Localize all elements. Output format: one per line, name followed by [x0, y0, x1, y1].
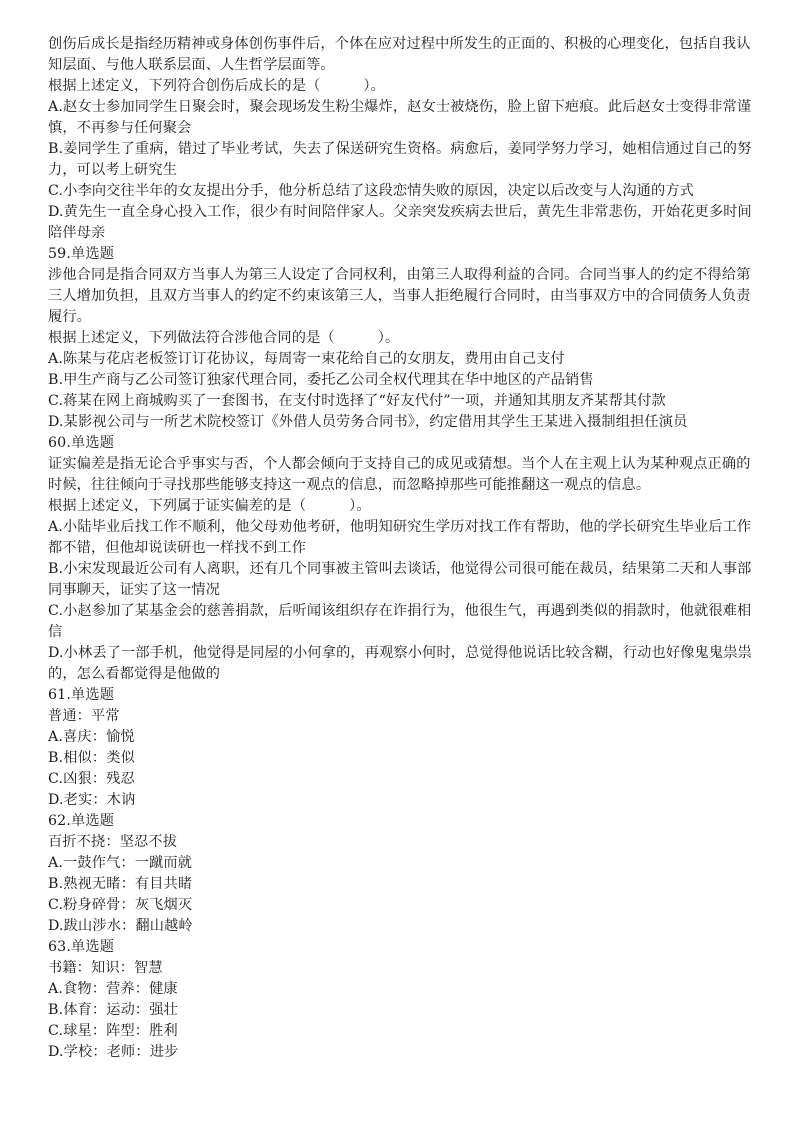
- option-a: A.陈某与花店老板签订订花协议，每周寄一束花给自己的女朋友，费用由自己支付: [48, 351, 565, 367]
- option-b: B.体育：运动：强壮: [48, 1002, 178, 1018]
- option-d: D.老实：木讷: [48, 792, 136, 808]
- question-61: [48, 685, 764, 811]
- option-b: B.相似：类似: [48, 750, 135, 766]
- question-definition: 创伤后成长是指经历精神或身体创伤事件后，个体在应对过程中所发生的正面的、积极的心理变化，包括自我认知层面、与他人联系层面、人生哲学层面等。: [48, 36, 751, 73]
- option-c: C.球星：阵型：胜利: [48, 1023, 178, 1039]
- option-a: A.食物：营养：健康: [48, 981, 178, 997]
- option-d: D.某影视公司与一所艺术院校签订《外借人员劳务合同书》，约定借用其学生王某进入摄制组担任演员: [48, 414, 688, 430]
- option-b: B.熟视无睹：有目共睹: [48, 876, 193, 892]
- question-number: 59.单选题: [48, 246, 115, 262]
- question-stem: 百折不挠：坚忍不拔: [48, 834, 178, 850]
- option-c: C.凶狠：残忍: [48, 771, 135, 787]
- question-62: [48, 811, 764, 937]
- option-d: D.小林丢了一部手机，他觉得是同屋的小何拿的，再观察小何时，总觉得他说话比较含糊，行动也好像鬼鬼祟祟的，怎么看都觉得是他做的: [48, 645, 752, 682]
- option-c: C.粉身碎骨：灰飞烟灭: [48, 897, 193, 913]
- option-b: B.甲生产商与乙公司签订独家代理合同，委托乙公司全权代理其在华中地区的产品销售: [48, 372, 594, 388]
- question-stem: 根据上述定义，下列属于证实偏差的是（ ）。: [48, 498, 371, 514]
- option-a: A.小陆毕业后找工作不顺利，他父母劝他考研，他明知研究生学历对找工作有帮助，他的学长研究生毕业后工作都不错，但他却说读研也一样找不到工作: [48, 519, 752, 556]
- question-stem: 根据上述定义，下列做法符合涉他合同的是（ ）。: [48, 330, 400, 346]
- question-number: 60.单选题: [48, 435, 115, 451]
- option-c: C.小李向交往半年的女友提出分手，他分析总结了这段恋情失败的原因，决定以后改变与人沟通的方式: [48, 183, 695, 199]
- question-58: [48, 34, 764, 244]
- question-stem: 根据上述定义，下列符合创伤后成长的是（ ）。: [48, 78, 386, 94]
- option-b: B.小宋发现最近公司有人离职，还有几个同事被主管叫去谈话，他觉得公司很可能在裁员，结果第二天和人事部同事聊天，证实了这一情况: [48, 561, 752, 598]
- option-d: D.跋山涉水：翻山越岭: [48, 918, 193, 934]
- question-number: 61.单选题: [48, 687, 115, 703]
- option-a: A.喜庆：愉悦: [48, 729, 135, 745]
- question-59: [48, 244, 764, 433]
- question-number: 63.单选题: [48, 939, 115, 955]
- option-d: D.黄先生一直全身心投入工作，很少有时间陪伴家人。父亲突发疾病去世后，黄先生非常悲伤，开始花更多时间陪伴母亲: [48, 204, 752, 241]
- option-d: D.学校：老师：进步: [48, 1044, 179, 1060]
- question-definition: 证实偏差是指无论合乎事实与否，个人都会倾向于支持自己的成见或猜想。当个人在主观上认为某种观点正确的时候，往往倾向于寻找那些能够支持这一观点的信息，而忽略掉那些可能推翻这一观点的信息。: [48, 456, 751, 493]
- question-63: [48, 937, 764, 1063]
- option-a: A.一鼓作气：一蹴而就: [48, 855, 193, 871]
- option-b: B.姜同学生了重病，错过了毕业考试，失去了保送研究生资格。病愈后，姜同学努力学习，她相信通过自己的努力，可以考上研究生: [48, 141, 752, 178]
- option-c: C.小赵参加了某基金会的慈善捐款，后听闻该组织存在诈捐行为，他很生气，再遇到类似的捐款时，他就很难相信: [48, 603, 752, 640]
- question-stem: 书籍：知识：智慧: [48, 960, 163, 976]
- question-stem: 普通：平常: [48, 708, 120, 724]
- question-definition: 涉他合同是指合同双方当事人为第三人设定了合同权利，由第三人取得利益的合同。合同当事人的约定不得给第三人增加负担，且双方当事人的约定不约束该第三人，当事人拒绝履行合同时，由当事双方中的合同债务人负责履行。: [48, 267, 751, 325]
- question-60: [48, 433, 764, 685]
- question-number: 62.单选题: [48, 813, 115, 829]
- option-a: A.赵女士参加同学生日聚会时，聚会现场发生粉尘爆炸，赵女士被烧伤，脸上留下疤痕。此后赵女士变得非常谨慎，不再参与任何聚会: [48, 99, 752, 136]
- option-c: C.蒋某在网上商城购买了一套图书，在支付时选择了“好友代付”一项，并通知其朋友齐某帮其付款: [48, 393, 666, 409]
